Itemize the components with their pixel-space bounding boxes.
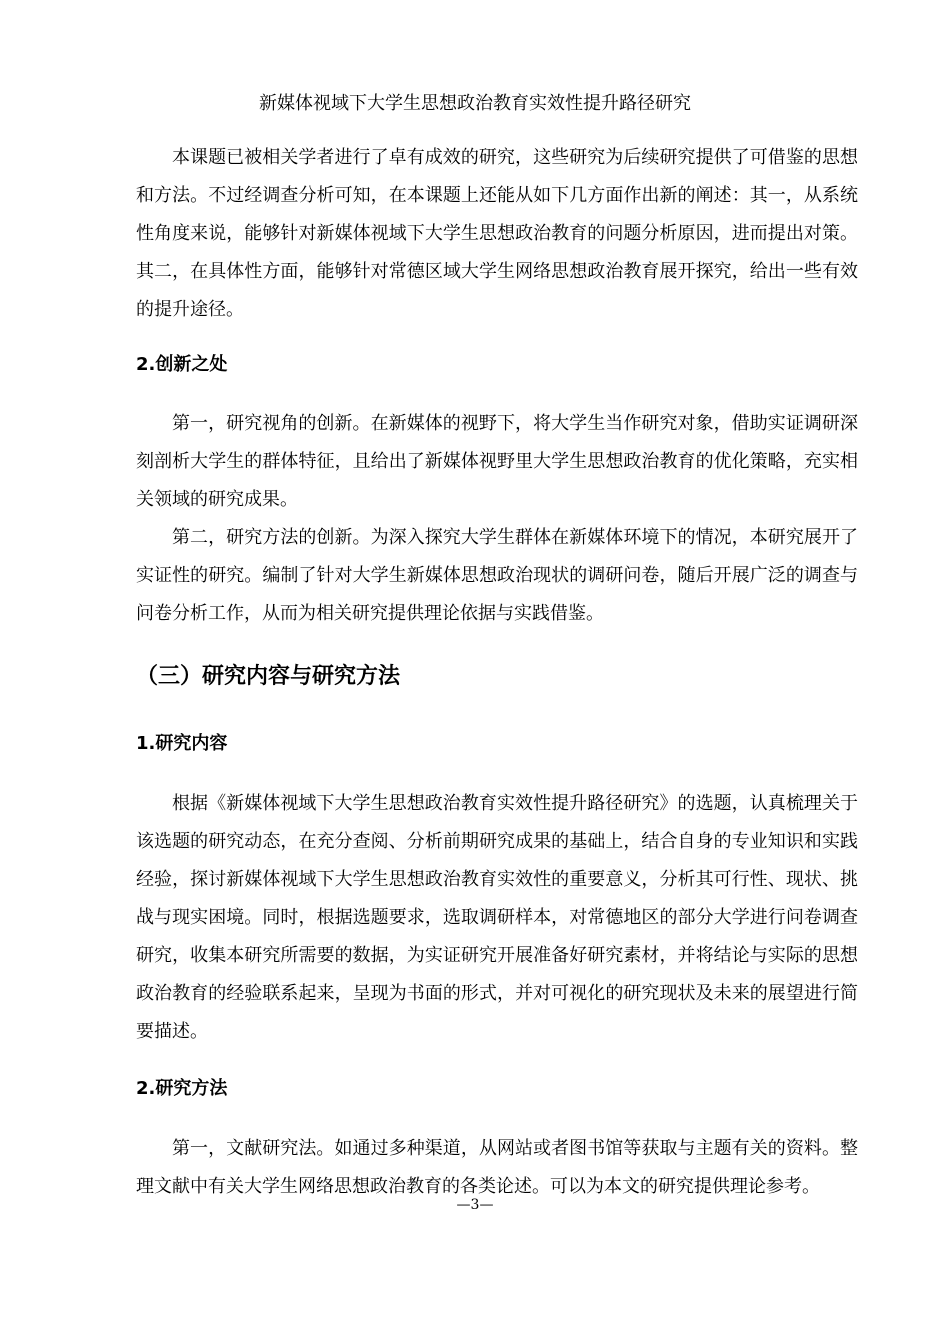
content-paragraph: 根据《新媒体视域下大学生思想政治教育实效性提升路径研究》的选题，认真梳理关于该选题的研究动态，在充分查阅、分析前期研究成果的基础上，结合自身的专业知识和实践经验，探讨新媒体视域下大学生思想政治教育实效性的重要意义，分析其可行性、现状、挑战与现实困境。同时，根据选题要求，选取调研样本，对常德地区的部分大学进行问卷调查研究，收集本研究所需要的数据，为实证研究开展准备好研究素材，并将结论与实际的思想政治教育的经验联系起来，呈现为书面的形式，并对可视化的研究现状及未来的展望进行简要描述。: [136, 793, 858, 1042]
intro-paragraph: 本课题已被相关学者进行了卓有成效的研究，这些研究为后续研究提供了可借鉴的思想和方法。不过经调查分析可知，在本课题上还能从如下几方面作出新的阐述：其一，从系统性角度来说，能够针对新媒体视域下大学生思想政治教育的问题分析原因，进而提出对策。其二，在具体性方面，能够针对常德区域大学生网络思想政治教育展开探究，给出一些有效的提升途径。: [136, 147, 858, 320]
running-header: 新媒体视域下大学生思想政治教育实效性提升路径研究: [259, 93, 691, 114]
methods-paragraph: 第一，文献研究法。如通过多种渠道，从网站或者图书馆等获取与主题有关的资料。整理文献中有关大学生网络思想政治教育的各类论述。可以为本文的研究提供理论参考。: [136, 1138, 858, 1197]
innovation-paragraph-2: 第二，研究方法的创新。为深入探究大学生群体在新媒体环境下的情况，本研究展开了实证性的研究。编制了针对大学生新媒体思想政治现状的调研问卷，随后开展广泛的调查与问卷分析工作，从而为相关研究提供理论依据与实践借鉴。: [136, 527, 858, 624]
intro-block: [136, 139, 858, 329]
methods-heading: 2.研究方法: [136, 1078, 228, 1099]
section3-heading-block: [136, 662, 858, 692]
methods-heading-block: [136, 1076, 858, 1102]
innovation-block: [136, 405, 858, 633]
innovation-paragraph-1: 第一，研究视角的创新。在新媒体的视野下，将大学生当作研究对象，借助实证调研深刻剖析大学生的群体特征，且给出了新媒体视野里大学生思想政治教育的优化策略，充实相关领域的研究成果。: [136, 413, 858, 510]
innovation-heading: 2.创新之处: [136, 354, 228, 375]
content-heading-block: [136, 731, 858, 757]
innovation-heading-block: [136, 352, 858, 378]
page-number: —3—: [456, 1197, 494, 1213]
content-heading: 1.研究内容: [136, 733, 228, 754]
content-block: [136, 785, 858, 1051]
section-heading: （三）研究内容与研究方法: [136, 664, 401, 689]
